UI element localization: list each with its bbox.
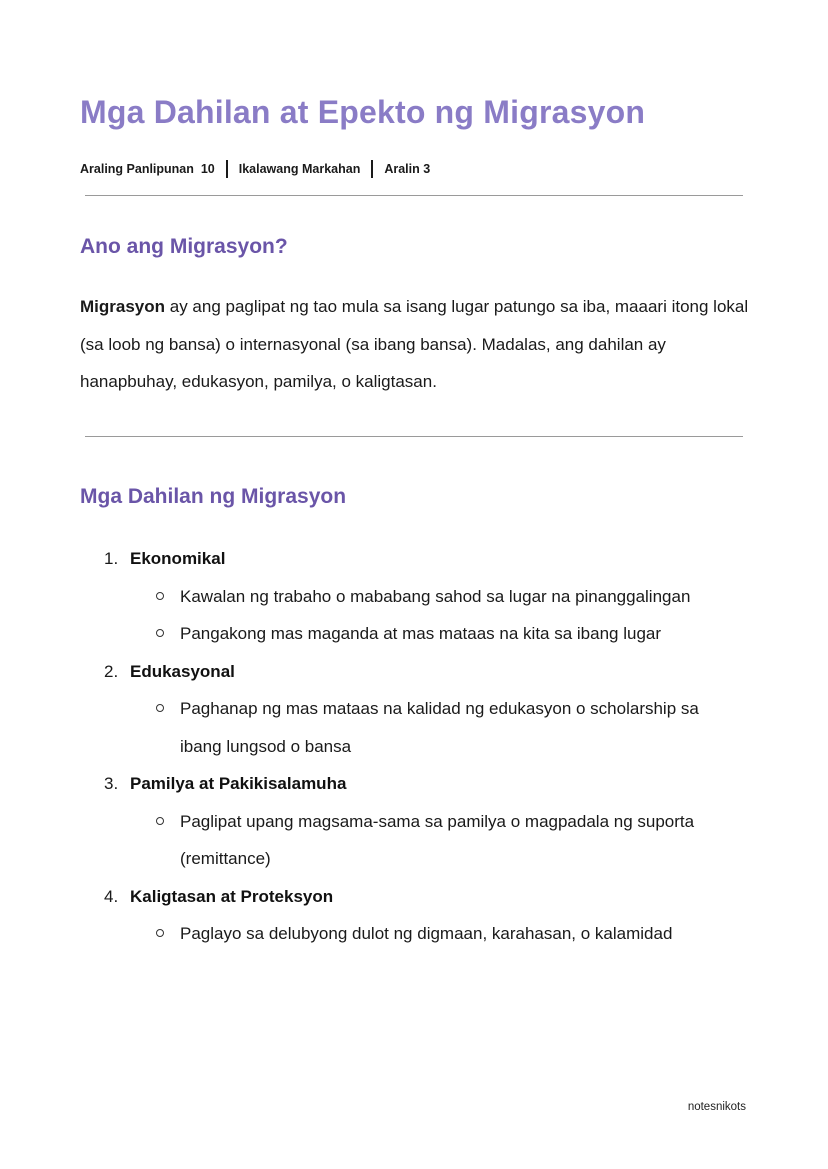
- reason-label: Ekonomikal: [130, 549, 226, 568]
- meta-divider: [371, 160, 373, 178]
- reason-point: Paglipat upang magsama-sama sa pamilya o magpadala ng suporta (remittance): [0, 803, 740, 878]
- footer-brand: notesnikots: [687, 1101, 746, 1113]
- reason-points: [0, 915, 828, 953]
- reason-label: Kaligtasan at Proteksyon: [130, 886, 334, 906]
- section-heading-reasons: Mga Dahilan ng Migrasyon: [80, 485, 347, 508]
- meta-divider: [226, 160, 228, 178]
- section-divider: [85, 195, 743, 196]
- lesson-meta: [80, 160, 430, 178]
- reason-number: 2.: [104, 661, 119, 681]
- page-title: Mga Dahilan at Epekto ng Migrasyon: [80, 94, 646, 130]
- meta-lesson: Aralin 3: [384, 162, 431, 176]
- hollow-bullet-icon: [156, 817, 164, 825]
- reason-number: 4.: [104, 886, 119, 906]
- hollow-bullet-icon: [156, 592, 164, 600]
- hollow-bullet-icon: [156, 929, 164, 937]
- reason-label: Pamilya at Pakikisalamuha: [130, 774, 347, 793]
- meta-subject: Araling Panlipunan 10: [80, 162, 215, 176]
- section-divider: [85, 436, 743, 437]
- reason-item-edukasyonal: [0, 653, 828, 766]
- reason-item-pamilya: [0, 765, 828, 878]
- definition-body: ay ang paglipat ng tao mula sa isang lugar patungo sa iba, maaari itong lokal (sa loob ng bansa) o internasyonal (sa ibang bansa). Madalas, ang dahilan ay hanapbuhay, edukasyon, pamilya, o kaligtasan.: [80, 297, 749, 391]
- reason-point: Paglayo sa delubyong dulot ng digmaan, karahasan, o kalamidad: [0, 915, 780, 953]
- reason-item-kaligtasan: [0, 878, 828, 953]
- reason-points: [0, 803, 828, 878]
- reasons-list: [0, 540, 828, 953]
- hollow-bullet-icon: [156, 629, 164, 637]
- reason-point: Pangakong mas maganda at mas mataas na kita sa ibang lugar: [0, 615, 800, 653]
- definition-paragraph: [80, 288, 750, 401]
- reason-point: Kawalan ng trabaho o mababang sahod sa lugar na pinanggalingan: [0, 578, 740, 616]
- reason-points: [0, 578, 828, 653]
- reason-number: 1.: [104, 549, 119, 568]
- hollow-bullet-icon: [156, 704, 164, 712]
- reason-label: Edukasyonal: [130, 661, 235, 681]
- definition-term: Migrasyon: [80, 297, 166, 316]
- reason-number: 3.: [104, 774, 119, 793]
- section-heading-definition: Ano ang Migrasyon?: [80, 235, 288, 258]
- meta-quarter: Ikalawang Markahan: [238, 162, 361, 176]
- reason-item-ekonomikal: [0, 540, 828, 653]
- reason-points: [0, 690, 828, 765]
- reason-point: Paghanap ng mas mataas na kalidad ng edukasyon o scholarship sa ibang lungsod o bansa: [0, 690, 740, 765]
